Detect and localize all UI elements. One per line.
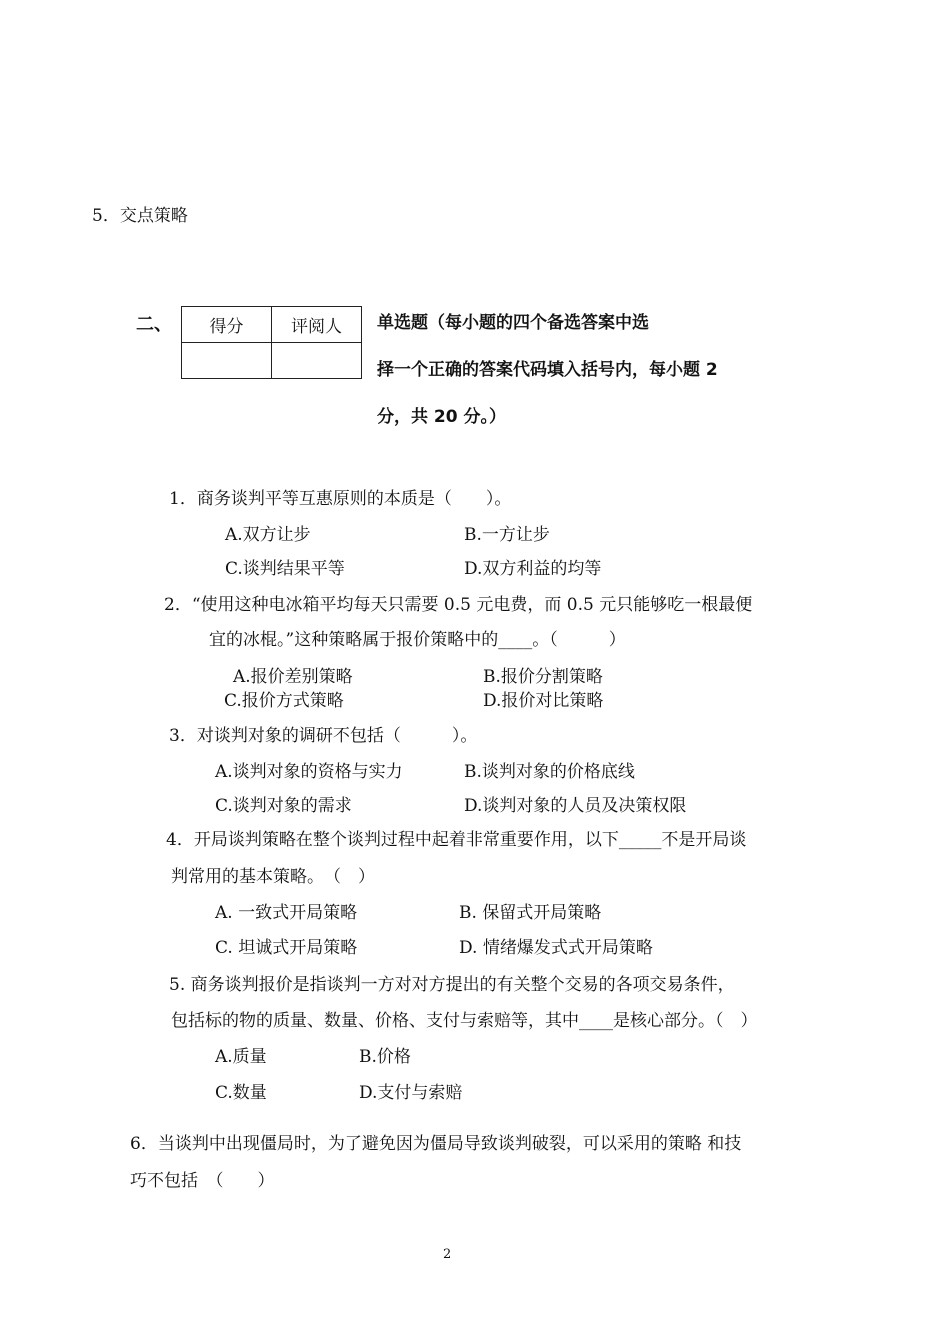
question-1-text: 1．商务谈判平等互惠原则的本质是（ ）。 [169,489,512,509]
prev-item: 5．交点策略 [92,206,188,226]
section-label: 二、 [136,314,172,335]
question-1-option-a: A.双方让步 [225,525,311,545]
question-4-text-cont: 判常用的基本策略。 （ ） [171,867,375,887]
question-2-text: 2．“使用这种电冰箱平均每天只需要 0.5 元电费，而 0.5 元只能够吃一根最便 [164,595,753,615]
question-3-text: 3．对谈判对象的调研不包括（ ）。 [169,726,478,746]
question-2-option-c: C.报价方式策略 [224,691,344,711]
question-5-option-a: A.质量 [215,1047,267,1067]
question-3-option-d: D.谈判对象的人员及决策权限 [464,796,687,816]
question-5-text-cont: 包括标的物的质量、数量、价格、支付与索赔等，其中____是核心部分。（ ） [171,1011,758,1031]
question-3-option-a: A.谈判对象的资格与实力 [215,762,403,782]
section-title-line: 分，共 20 分。） [377,407,506,427]
question-5-option-c: C.数量 [215,1083,267,1103]
page-number: 2 [443,1247,452,1262]
section-title-line: 择一个正确的答案代码填入括号内，每小题 2 [377,360,718,380]
question-1-option-c: C.谈判结果平等 [225,559,345,579]
score-cell [182,343,272,379]
question-1-option-d: D.双方利益的均等 [464,559,602,579]
question-3-option-b: B.谈判对象的价格底线 [464,762,635,782]
score-header: 得分 [182,307,272,343]
question-2-option-a: A.报价差别策略 [233,667,353,687]
question-2-option-d: D.报价对比策略 [483,691,604,711]
question-3-option-c: C.谈判对象的需求 [215,796,352,816]
question-5-option-d: D.支付与索赔 [359,1083,463,1103]
question-2-option-b: B.报价分割策略 [483,667,603,687]
question-2-text-cont: 宜的冰棍。”这种策略属于报价策略中的____。（ ） [209,630,626,650]
section-title-line: 单选题（每小题的四个备选答案中选 [377,313,649,333]
question-4-text: 4．开局谈判策略在整个谈判过程中起着非常重要作用，以下_____不是开局谈 [166,830,747,850]
question-4-option-a: A. 一致式开局策略 [215,903,358,923]
reviewer-cell [272,343,362,379]
question-5-option-b: B.价格 [359,1047,411,1067]
question-1-option-b: B.一方让步 [464,525,550,545]
question-6-text: 6．当谈判中出现僵局时，为了避免因为僵局导致谈判破裂，可以采用的策略 和技 [130,1134,742,1154]
reviewer-header: 评阅人 [272,307,362,343]
question-4-option-b: B. 保留式开局策略 [459,903,602,923]
score-table [181,306,362,379]
question-4-option-c: C. 坦诚式开局策略 [215,938,358,958]
question-5-text: 5. 商务谈判报价是指谈判一方对对方提出的有关整个交易的各项交易条件， [169,975,735,995]
question-4-option-d: D. 情绪爆发式式开局策略 [459,938,653,958]
question-6-text-cont: 巧不包括 （ ） [130,1171,275,1191]
